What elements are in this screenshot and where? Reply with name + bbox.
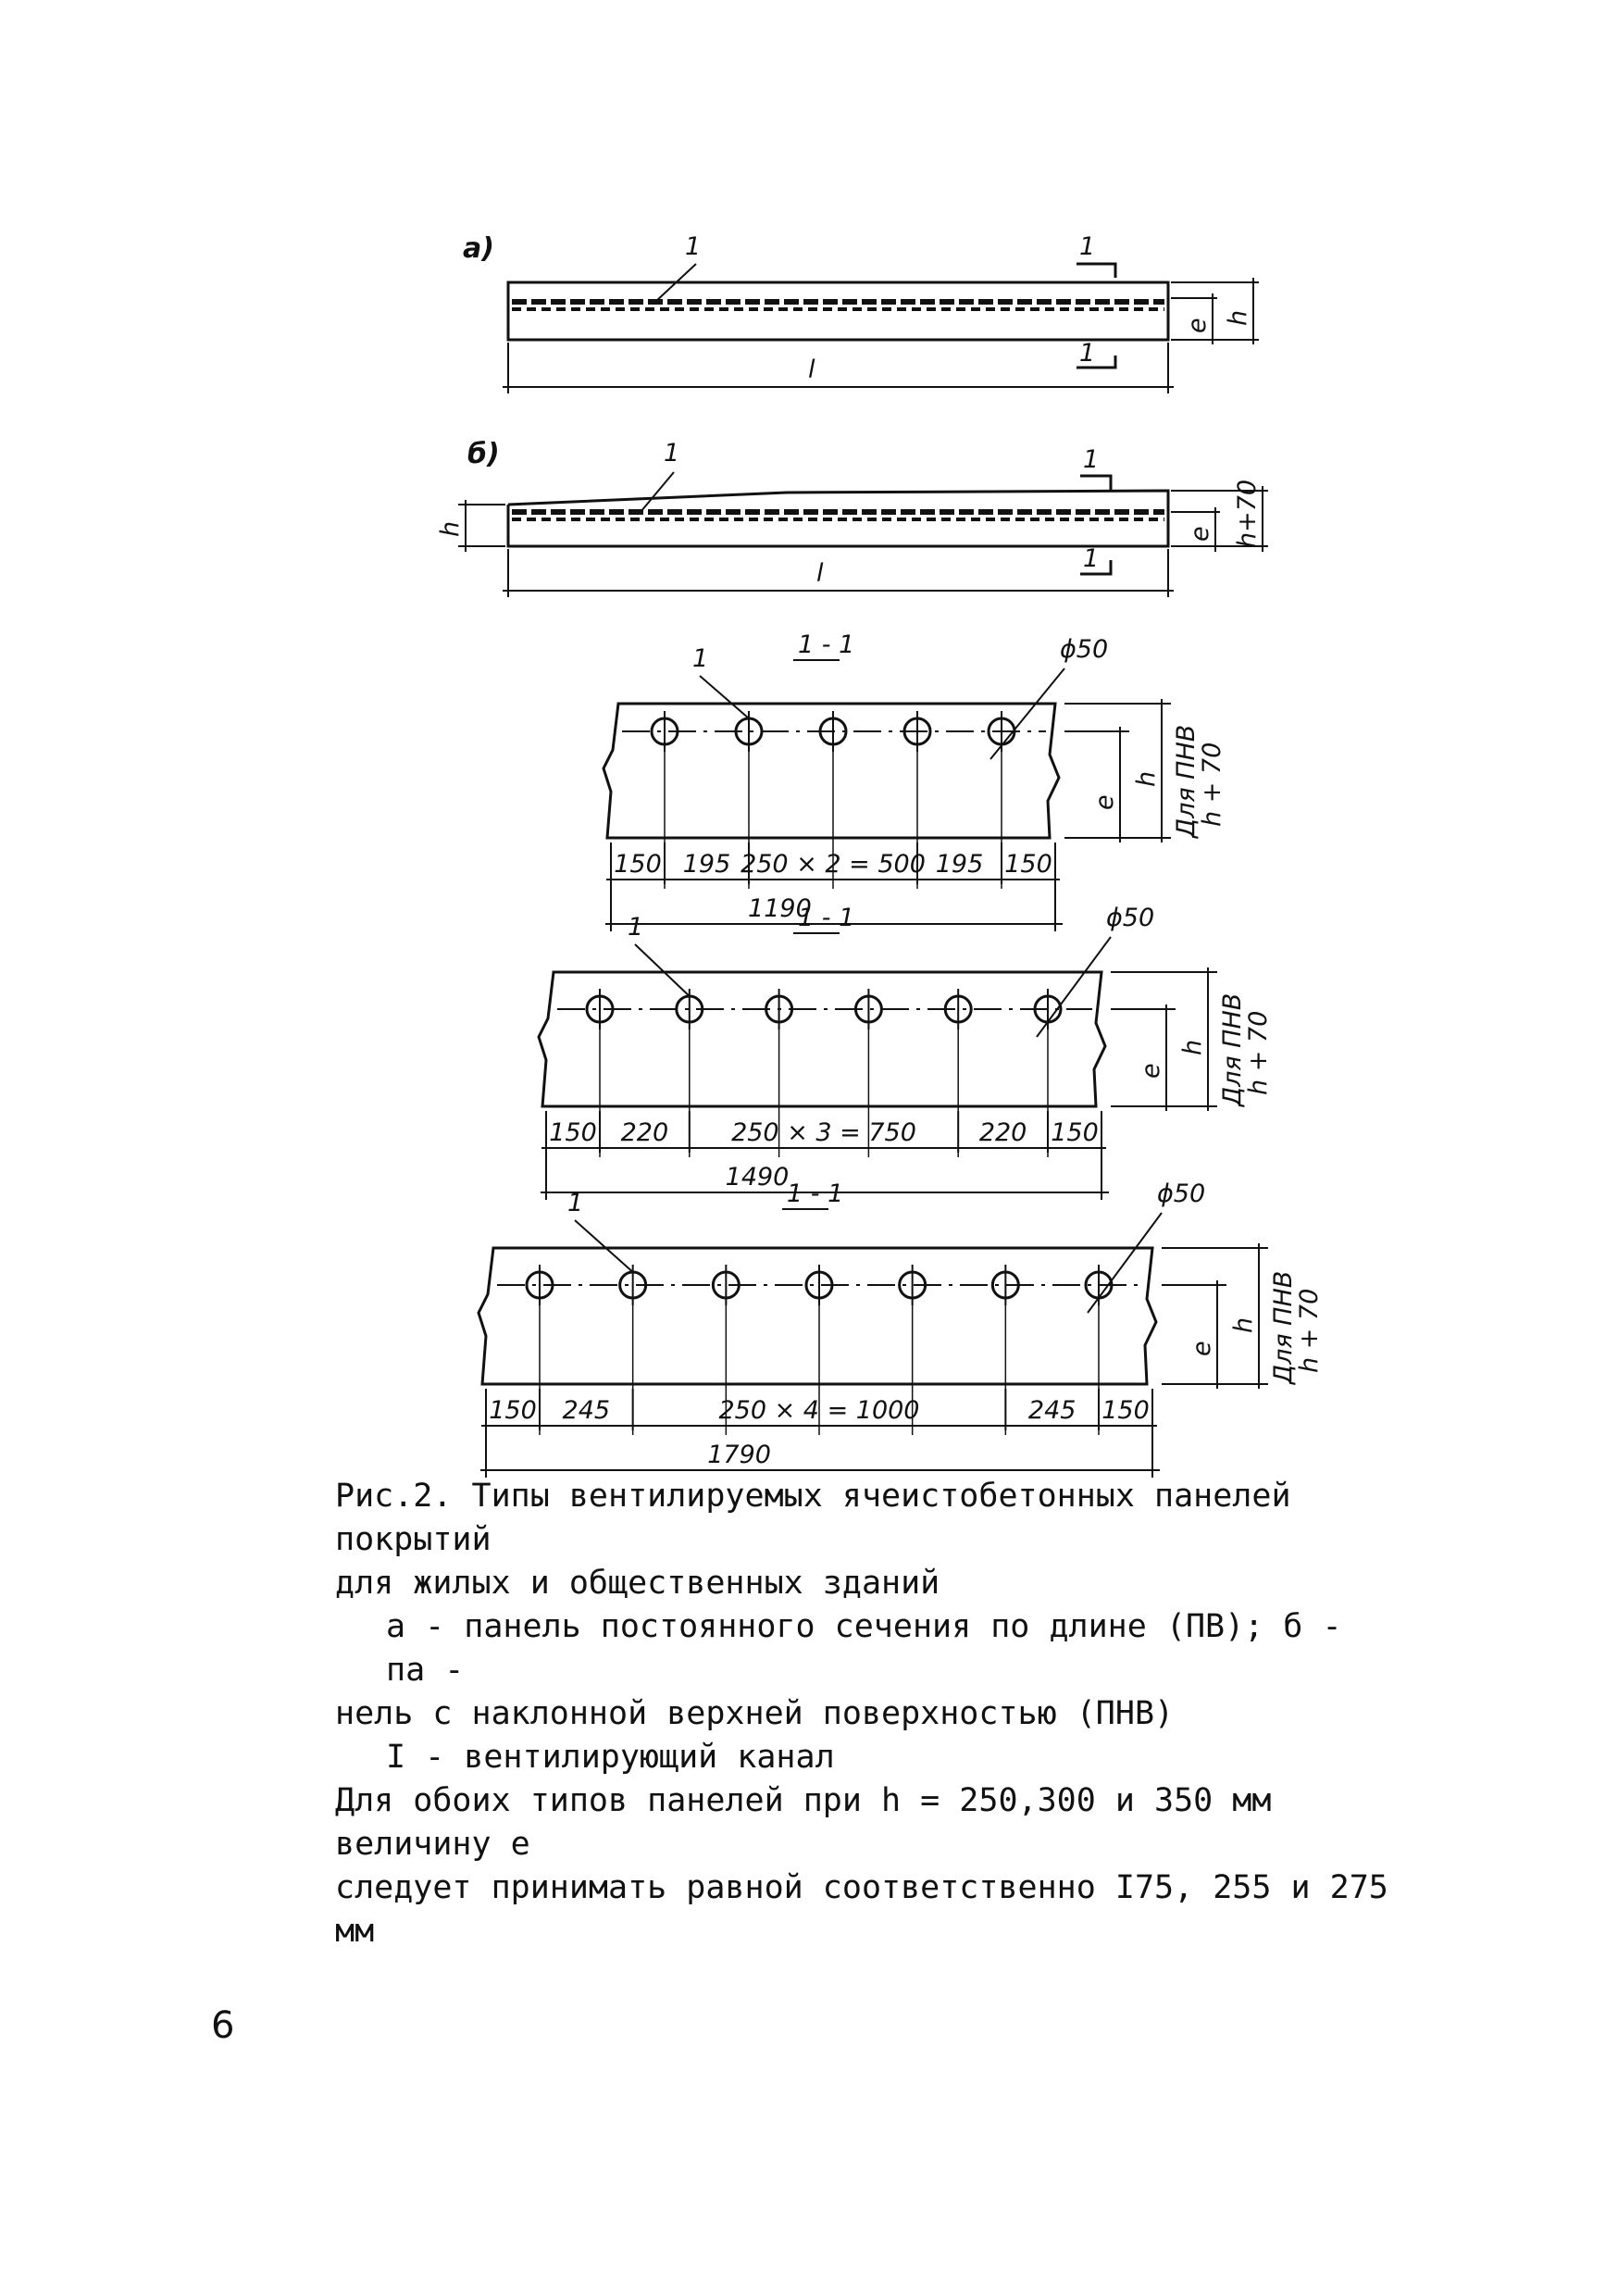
section-mark-a-bottom: 1 bbox=[1079, 339, 1096, 368]
section-mark-b-top: 1 bbox=[1083, 445, 1100, 474]
caption-title-line1: Рис.2. Типы вентилируемых ячеистобетонных панелей покрытий bbox=[335, 1478, 1291, 1558]
dim-h-a: h bbox=[1224, 309, 1252, 326]
caption-note-line1: Для обоих типов панелей при h = 250,300 и 350 мм величину e bbox=[335, 1782, 1272, 1863]
dim-e: e bbox=[1188, 1341, 1216, 1356]
dim-h70-b: h+70 bbox=[1233, 479, 1262, 548]
section-title: 1 - 1 bbox=[798, 630, 855, 659]
section-1 bbox=[604, 630, 1226, 931]
channel-marker: 1 bbox=[692, 644, 709, 673]
channel-leader bbox=[700, 676, 749, 718]
section-title: 1 - 1 bbox=[787, 1179, 844, 1208]
dim-e: e bbox=[1137, 1063, 1165, 1079]
section-3 bbox=[479, 1179, 1324, 1478]
segment-dim-label: 150 bbox=[489, 1396, 537, 1425]
segment-dim-label: 150 bbox=[1101, 1396, 1150, 1425]
caption-legend-line2: нель с наклонной верхней поверхностью (ПНВ) bbox=[335, 1695, 1175, 1732]
channel-leader bbox=[635, 944, 690, 996]
section-arrow-b-top bbox=[1080, 476, 1111, 491]
channel-marker: 1 bbox=[567, 1189, 584, 1217]
segment-dim-label: 195 bbox=[682, 850, 731, 879]
dim-h: h bbox=[1229, 1316, 1258, 1333]
pnv-note-line1: Для ПНВ bbox=[1218, 992, 1247, 1106]
channel-marker: 1 bbox=[628, 913, 644, 942]
section-arrow-a-top bbox=[1077, 264, 1115, 278]
channel-marker-a: 1 bbox=[685, 232, 702, 261]
total-dim-label: 1490 bbox=[725, 1163, 790, 1192]
view-b-label: б) bbox=[467, 438, 500, 470]
view-b bbox=[436, 438, 1268, 597]
cross-sections bbox=[479, 630, 1324, 1478]
total-dim-label: 1790 bbox=[707, 1441, 771, 1469]
segment-dim-label: 250 × 2 = 500 bbox=[741, 850, 926, 879]
segment-dim-label: 195 bbox=[935, 850, 984, 879]
pnv-note-line2: h + 70 bbox=[1244, 1010, 1273, 1095]
view-a bbox=[463, 232, 1259, 393]
pnv-note-line1: Для ПНВ bbox=[1172, 724, 1201, 838]
segment-dim-label: 150 bbox=[1051, 1118, 1099, 1147]
dim-h-b-left: h bbox=[436, 520, 465, 537]
dim-h: h bbox=[1178, 1039, 1207, 1055]
length-label-a: l bbox=[808, 356, 815, 384]
section-mark-b-bottom: 1 bbox=[1083, 544, 1100, 573]
pnv-note-line2: h + 70 bbox=[1295, 1288, 1324, 1373]
channel-marker-b: 1 bbox=[664, 439, 680, 468]
section-title: 1 - 1 bbox=[798, 904, 855, 932]
channel-leader bbox=[575, 1220, 633, 1272]
section-mark-a-top: 1 bbox=[1079, 232, 1096, 261]
caption-note-line2: следует принимать равной соответственно I75, 255 и 275 мм bbox=[335, 1869, 1388, 1950]
segment-dim-label: 245 bbox=[562, 1396, 611, 1425]
segment-dim-label: 220 bbox=[978, 1118, 1027, 1147]
length-label-b: l bbox=[816, 559, 824, 588]
leader-b bbox=[641, 472, 674, 512]
pnv-note-line1: Для ПНВ bbox=[1269, 1270, 1298, 1384]
figure-caption bbox=[335, 1475, 1400, 1953]
segment-dim-label: 250 × 4 = 1000 bbox=[718, 1396, 920, 1425]
hole-diameter-label: ϕ50 bbox=[1106, 904, 1155, 932]
section-outline bbox=[479, 1248, 1156, 1384]
segment-dim-label: 245 bbox=[1027, 1396, 1077, 1425]
segment-dim-label: 150 bbox=[1004, 850, 1052, 879]
hole-diameter-label: ϕ50 bbox=[1060, 635, 1109, 664]
segment-dim-label: 150 bbox=[614, 850, 662, 879]
section-outline bbox=[539, 972, 1105, 1106]
pnv-note-line2: h + 70 bbox=[1198, 742, 1226, 827]
caption-legend-line3: I - вентилирующий канал bbox=[386, 1739, 835, 1776]
view-a-label: а) bbox=[463, 232, 494, 265]
segment-dim-label: 220 bbox=[620, 1118, 669, 1147]
page-number: 6 bbox=[211, 2004, 235, 2047]
segment-dim-label: 150 bbox=[549, 1118, 597, 1147]
dim-e-b: e bbox=[1186, 526, 1214, 542]
dim-h: h bbox=[1132, 770, 1161, 787]
section-2 bbox=[539, 904, 1273, 1200]
segment-dim-label: 250 × 3 = 750 bbox=[731, 1118, 916, 1147]
caption-legend-line1: а - панель постоянного сечения по длине (ПВ); б - па - bbox=[386, 1608, 1342, 1689]
hole-diameter-label: ϕ50 bbox=[1157, 1179, 1206, 1208]
caption-title-line2: для жилых и общественных зданий bbox=[335, 1565, 940, 1602]
total-dim-label: 1190 bbox=[748, 894, 812, 923]
dim-e-a: e bbox=[1183, 318, 1212, 333]
dim-e: e bbox=[1090, 794, 1119, 810]
